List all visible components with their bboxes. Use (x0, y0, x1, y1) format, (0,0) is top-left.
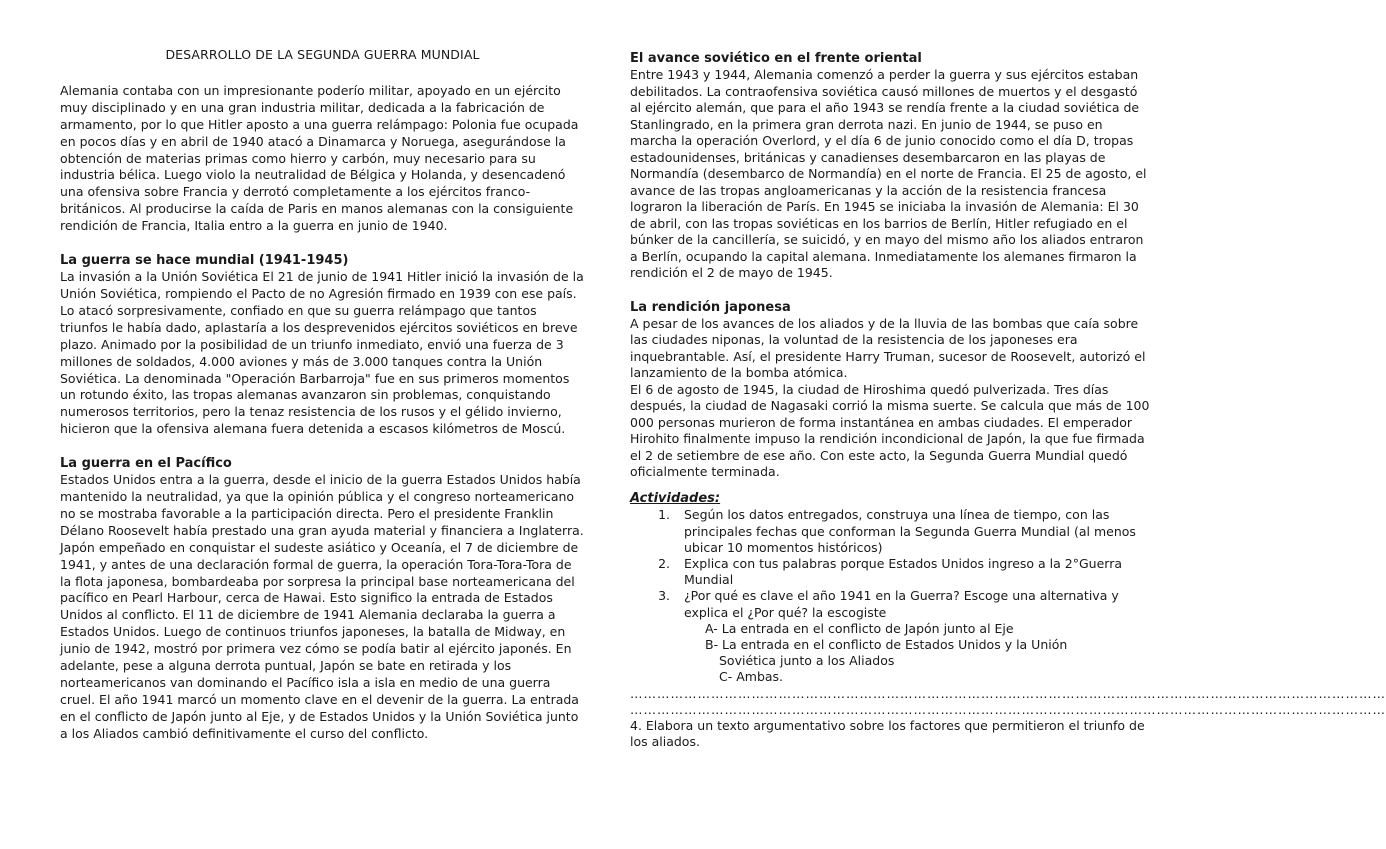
option-a: A- La entrada en el conflicto de Japón junto al Eje (705, 620, 1014, 636)
section-heading-rendicion-japonesa: La rendición japonesa (630, 299, 791, 315)
document-title: DESARROLLO DE LA SEGUNDA GUERRA MUNDIAL (165, 47, 480, 62)
activity-item: 2. Explica con tus palabras porque Estados Unidos ingreso a la 2°Guerra Mundial (674, 556, 1150, 588)
option-c: C- Ambas. (719, 669, 784, 685)
option-b-line-1: B- La entrada en el conflicto de Estados Unidos y la Unión (705, 637, 1068, 653)
activity-options (630, 621, 1150, 686)
answer-line: …………………………………………………………………………………………………………………………………………………… (630, 685, 1386, 701)
section-heading-pacifico: La guerra en el Pacífico (60, 456, 232, 472)
section-body-rendicion-2: El 6 de agosto de 1945, la ciudad de Hiroshima quedó pulverizada. Tres días después, la ciudad de Nagasaki corrió la misma suerte. Se calcula que más de 100 000 personas murieron de forma instantánea en ambas ciudades. El emperador Hirohito finalmente impuso la rendición incondicional de Japón, la que fue firmada el 2 de setiembre de ese año. Con este acto, la Segunda Guerra Mundial quedó oficialmente terminada. (630, 381, 1150, 479)
section-heading-guerra-mundial: La guerra se hace mundial (1941-1945) (60, 253, 349, 269)
left-column (60, 47, 585, 743)
activity-item: 1. Según los datos entregados, construya una línea de tiempo, con las principales fechas que conforman la Segunda Guerra Mundial (al menos ubicar 10 momentos históricos) (674, 507, 1150, 556)
right-column (630, 50, 1386, 751)
activities-list (630, 507, 1150, 620)
intro-paragraph: Alemania contaba con un impresionante poderío militar, apoyado en un ejército muy disciplinado y en una gran industria militar, dedicada a la fabricación de armamento, por lo que Hitler aposto a una guerra relámpago: Polonia fue ocupada en pocos días y en abril de 1940 atacó a Dinamarca y Noruega, asegurándose la obtención de materias primas como hierro y carbón, muy necesario para su industria bélica. Luego violo la neutralidad de Bélgica y Holanda, y desencadenó una ofensiva sobre Francia y derrotó completamente a los ejércitos franco-británicos. Al producirse la caída de Paris en manos alemanas con la consiguiente rendición de Francia, Italia entro a la guerra en junio de 1940. (60, 82, 579, 234)
section-body-rendicion-1: A pesar de los avances de los aliados y de la lluvia de las bombas que caía sobre las ciudades niponas, la voluntad de la resistencia de los japoneses era inquebrantable. Así, el presidente Harry Truman, sucesor de Roosevelt, autorizó el lanzamiento de la bomba atómica. (630, 315, 1146, 380)
section-body-guerra-mundial: La invasión a la Unión Soviética El 21 de junio de 1941 Hitler inició la invasión de la Unión Soviética, rompiendo el Pacto de no Agresión firmado en 1939 con ese país. Lo atacó sorpresivamente, confiado en que su guerra relámpago que tantos triunfos le había dado, aplastaría a los desprevenidos ejércitos soviéticos en breve plazo. Animado por la posibilidad de un triunfo inmediato, envió una fuerza de 3 millones de soldados, 4.000 aviones y más de 3.000 tanques contra la Unión Soviética. La denominada "Operación Barbarroja" fue en sus primeros momentos un rotundo éxito, las tropas alemanas avanzaron sin problemas, conquistando numerosos territorios, pero la tenaz resistencia de los rusos y el gélido invierno, hicieron que la ofensiva alemana fuera detenida a escasos kilómetros de Moscú. (60, 269, 584, 437)
activities-heading: Actividades: (630, 490, 721, 506)
answer-line: …………………………………………………………………………………………………………………………………………………… (630, 701, 1386, 717)
section-body-avance-sovietico: Entre 1943 y 1944, Alemania comenzó a perder la guerra y sus ejércitos estaban debilitados. La contraofensiva soviética causó millones de muertos y el desgastó al ejército alemán, que para el año 1943 se rendía frente a la ciudad soviética de Stanlingrado, en la primera gran derrota nazi. En junio de 1944, se puso en marcha la operación Overlord, y el día 6 de junio conocido como el día D, tropas estadounidenses, británicas y canadienses desembarcaron en las playas de Normandía (desembarco de Normandía) en el norte de Francia. El 25 de agosto, el avance de las tropas angloamericanas y la acción de la resistencia francesa lograron la liberación de París. En 1945 se iniciaba la invasión de Alemania: El 30 de abril, con las tropas soviéticas en los barrios de Berlín, Hitler refugiado en el búnker de la cancillería, se suicidó, y en mayo del mismo año los aliados entraron a Berlín, ocupando la capital alemana. Inmediatamente los alemanes firmaron la rendición el 2 de mayo de 1945. (630, 67, 1147, 280)
section-heading-avance-sovietico: El avance soviético en el frente oriental (630, 51, 922, 66)
option-b-line-2: Soviética junto a los Aliados (719, 653, 895, 669)
activity-item: 3. ¿Por qué es clave el año 1941 en la Guerra? Escoge una alternativa y explica el ¿Por qué? la escogiste (674, 588, 1150, 620)
section-body-pacifico: Estados Unidos entra a la guerra, desde el inicio de la guerra Estados Unidos había mantenido la neutralidad, ya que la opinión pública y el congreso norteamericano no se mostraba favorable a la participación directa. Pero el presidente Franklin Délano Roosevelt había prestado una gran ayuda material y financiera a Inglaterra. Japón empeñado en conquistar el sudeste asiático y Oceanía, el 7 de diciembre de 1941, y antes de una declaración formal de guerra, la operación Tora-Tora-Tora de la flota japonesa, bombardeaba por sorpresa la principal base norteamericana del pacífico en Pearl Harbour, cerca de Hawai. Esto significo la entrada de Estados Unidos al conflicto. El 11 de diciembre de 1941 Alemania declaraba la guerra a Estados Unidos. Luego de continuos triunfos japoneses, la batalla de Midway, en junio de 1942, mostró por primera vez cómo se podía batir al ejército japonés. En adelante, pese a alguna derrota puntual, Japón se bate en retirada y los norteamericanos van dominando el Pacífico isla a isla en medio de una guerra cruel. El año 1941 marcó un momento clave en el devenir de la guerra. La entrada en el conflicto de Japón junto al Eje, y de Estados Unidos y la Unión Soviética junto a los Aliados cambió definitivamente el curso del conflicto. (60, 472, 584, 741)
activity-4: 4. Elabora un texto argumentativo sobre los factores que permitieron el triunfo de los aliados. (630, 717, 1145, 750)
